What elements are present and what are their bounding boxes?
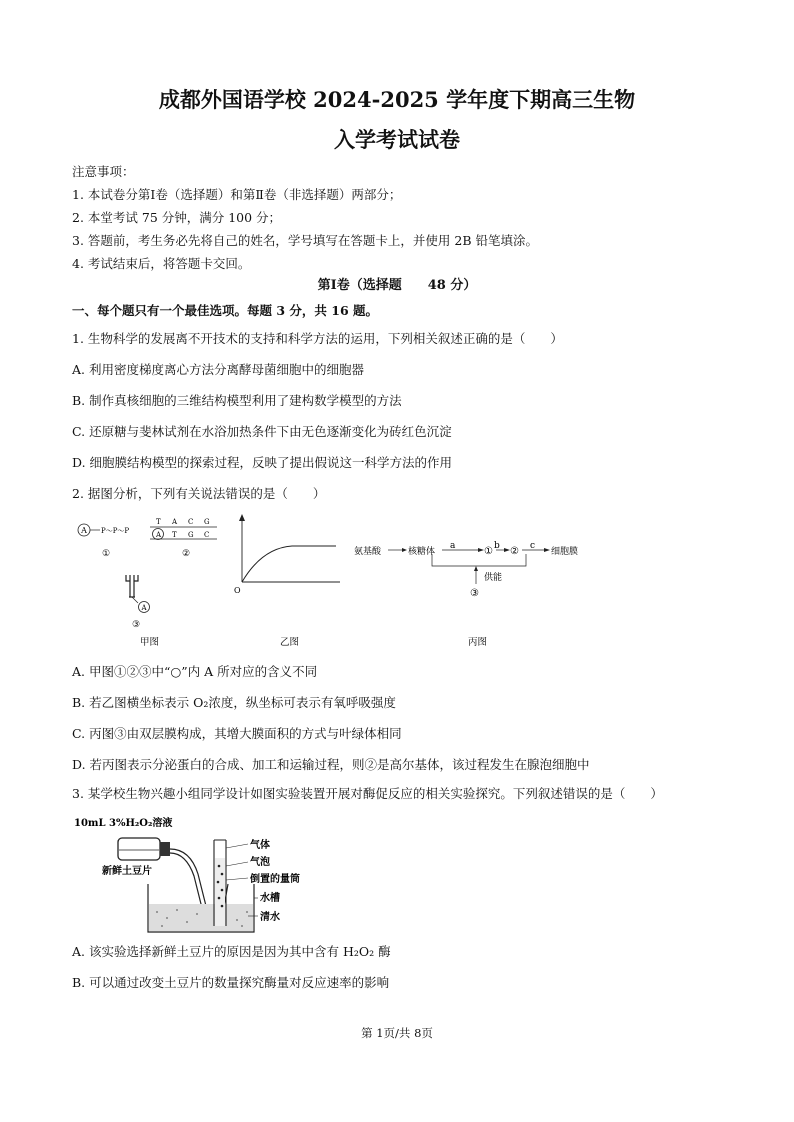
notice-item: 4. 考试结束后，将答题卡交回。: [72, 256, 251, 271]
label-3: ③: [132, 620, 141, 630]
section-title: 第Ⅰ卷（选择题 48 分）: [317, 278, 477, 293]
dna-top-2: C: [188, 518, 194, 526]
arrow-a: a: [450, 541, 456, 551]
supply-label: 供能: [484, 573, 503, 583]
node-1: ①: [484, 546, 493, 557]
dna-bottom-3: C: [204, 531, 210, 539]
exam-title-line1: 成都外国语学校 2024-2025 学年度下期高三生物: [158, 87, 636, 112]
option-b: B. 制作真核细胞的三维结构模型利用了建构数学模型的方法: [72, 393, 402, 408]
arrow-c: c: [530, 541, 536, 551]
question-stem: 3. 某学校生物兴趣小组同学设计如图实验装置开展对酶促反应的相关实验探究。下列叙述错误的是（ ）: [72, 786, 663, 801]
cylinder-label: 倒置的量筒: [250, 874, 300, 885]
question-stem: 1. 生物科学的发展离不开技术的支持和科学方法的运用，下列相关叙述正确的是（ ）: [72, 331, 563, 346]
node-2: ②: [510, 546, 519, 557]
label-2: ②: [182, 549, 191, 559]
origin-label: O: [234, 586, 241, 595]
part-instruction: 一、每个题只有一个最佳选项。每题 3 分，共 16 题。: [72, 303, 379, 318]
potato-label: 新鲜土豆片: [102, 866, 152, 877]
trna-letter: A: [141, 604, 147, 612]
dna-top-3: G: [204, 518, 210, 526]
saturation-curve: [242, 546, 336, 582]
water-label: 清水: [260, 912, 280, 923]
option-c: C. 还原糖与斐林试剂在水浴加热条件下由无色逐渐变化为砖红色沉淀: [72, 424, 452, 439]
option-d: D. 若丙图表示分泌蛋白的合成、加工和运输过程，则②是高尔基体，该过程发生在腺泡细胞中: [72, 757, 590, 772]
option-c: C. 丙图③由双层膜构成，其增大膜面积的方式与叶绿体相同: [72, 726, 402, 741]
figure-enzyme-apparatus: [72, 814, 332, 939]
caption-bing: 丙图: [468, 637, 488, 648]
caption-yi: 乙图: [280, 637, 300, 648]
notice-item: 1. 本试卷分第Ⅰ卷（选择题）和第Ⅱ卷（非选择题）两部分；: [72, 187, 402, 202]
figure-bing: [352, 540, 622, 650]
node-cell-membrane: 细胞膜: [551, 547, 579, 557]
tank-label: 水槽: [260, 893, 280, 904]
arrow-b: b: [494, 541, 500, 551]
page-footer: 第 1页/共 8页: [361, 1026, 433, 1040]
option-b: B. 可以通过改变土豆片的数量探究酶量对反应速率的影响: [72, 975, 390, 990]
figure-yi: [232, 512, 342, 650]
h2o2-label: 10mL 3%H₂O₂溶液: [74, 818, 173, 829]
notice-item: 2. 本堂考试 75 分钟，满分 100 分；: [72, 210, 282, 225]
gas-label: 气体: [250, 840, 270, 851]
atp-chain: P～P～P: [101, 527, 130, 535]
circle-letter: A: [81, 526, 87, 535]
label-1: ①: [102, 549, 111, 559]
option-a: A. 利用密度梯度离心方法分离酵母菌细胞中的细胞器: [72, 362, 364, 377]
node-amino-acid: 氨基酸: [354, 547, 382, 557]
question-stem: 2. 据图分析，下列有关说法错误的是（ ）: [72, 486, 326, 501]
node-3: ③: [470, 588, 479, 599]
caption-jia: 甲图: [140, 637, 160, 648]
dna-top-0: T: [156, 518, 161, 526]
flask: [118, 838, 160, 860]
option-b: B. 若乙图横坐标表示 O₂浓度，纵坐标可表示有氧呼吸强度: [72, 695, 396, 710]
option-a: A. 甲图①②③中“○”内 A 所对应的含义不同: [72, 664, 318, 679]
dna-bottom-0: A: [156, 531, 162, 539]
figure-jia: [72, 515, 232, 650]
node-ribosome: 核糖体: [408, 547, 436, 557]
dna-bottom-2: G: [188, 531, 194, 539]
notice-heading: 注意事项：: [72, 164, 135, 179]
notice-item: 3. 答题前，考生务必先将自己的姓名，学号填写在答题卡上，并使用 2B 铅笔填涂。: [72, 233, 538, 248]
dna-top-1: A: [172, 518, 178, 526]
option-d: D. 细胞膜结构模型的探索过程，反映了提出假说这一科学方法的作用: [72, 455, 453, 470]
bubble-label: 气泡: [250, 857, 270, 868]
option-a: A. 该实验选择新鲜土豆片的原因是因为其中含有 H₂O₂ 酶: [72, 944, 391, 959]
dna-bottom-1: T: [172, 531, 177, 539]
exam-title-line2: 入学考试试卷: [334, 127, 460, 152]
